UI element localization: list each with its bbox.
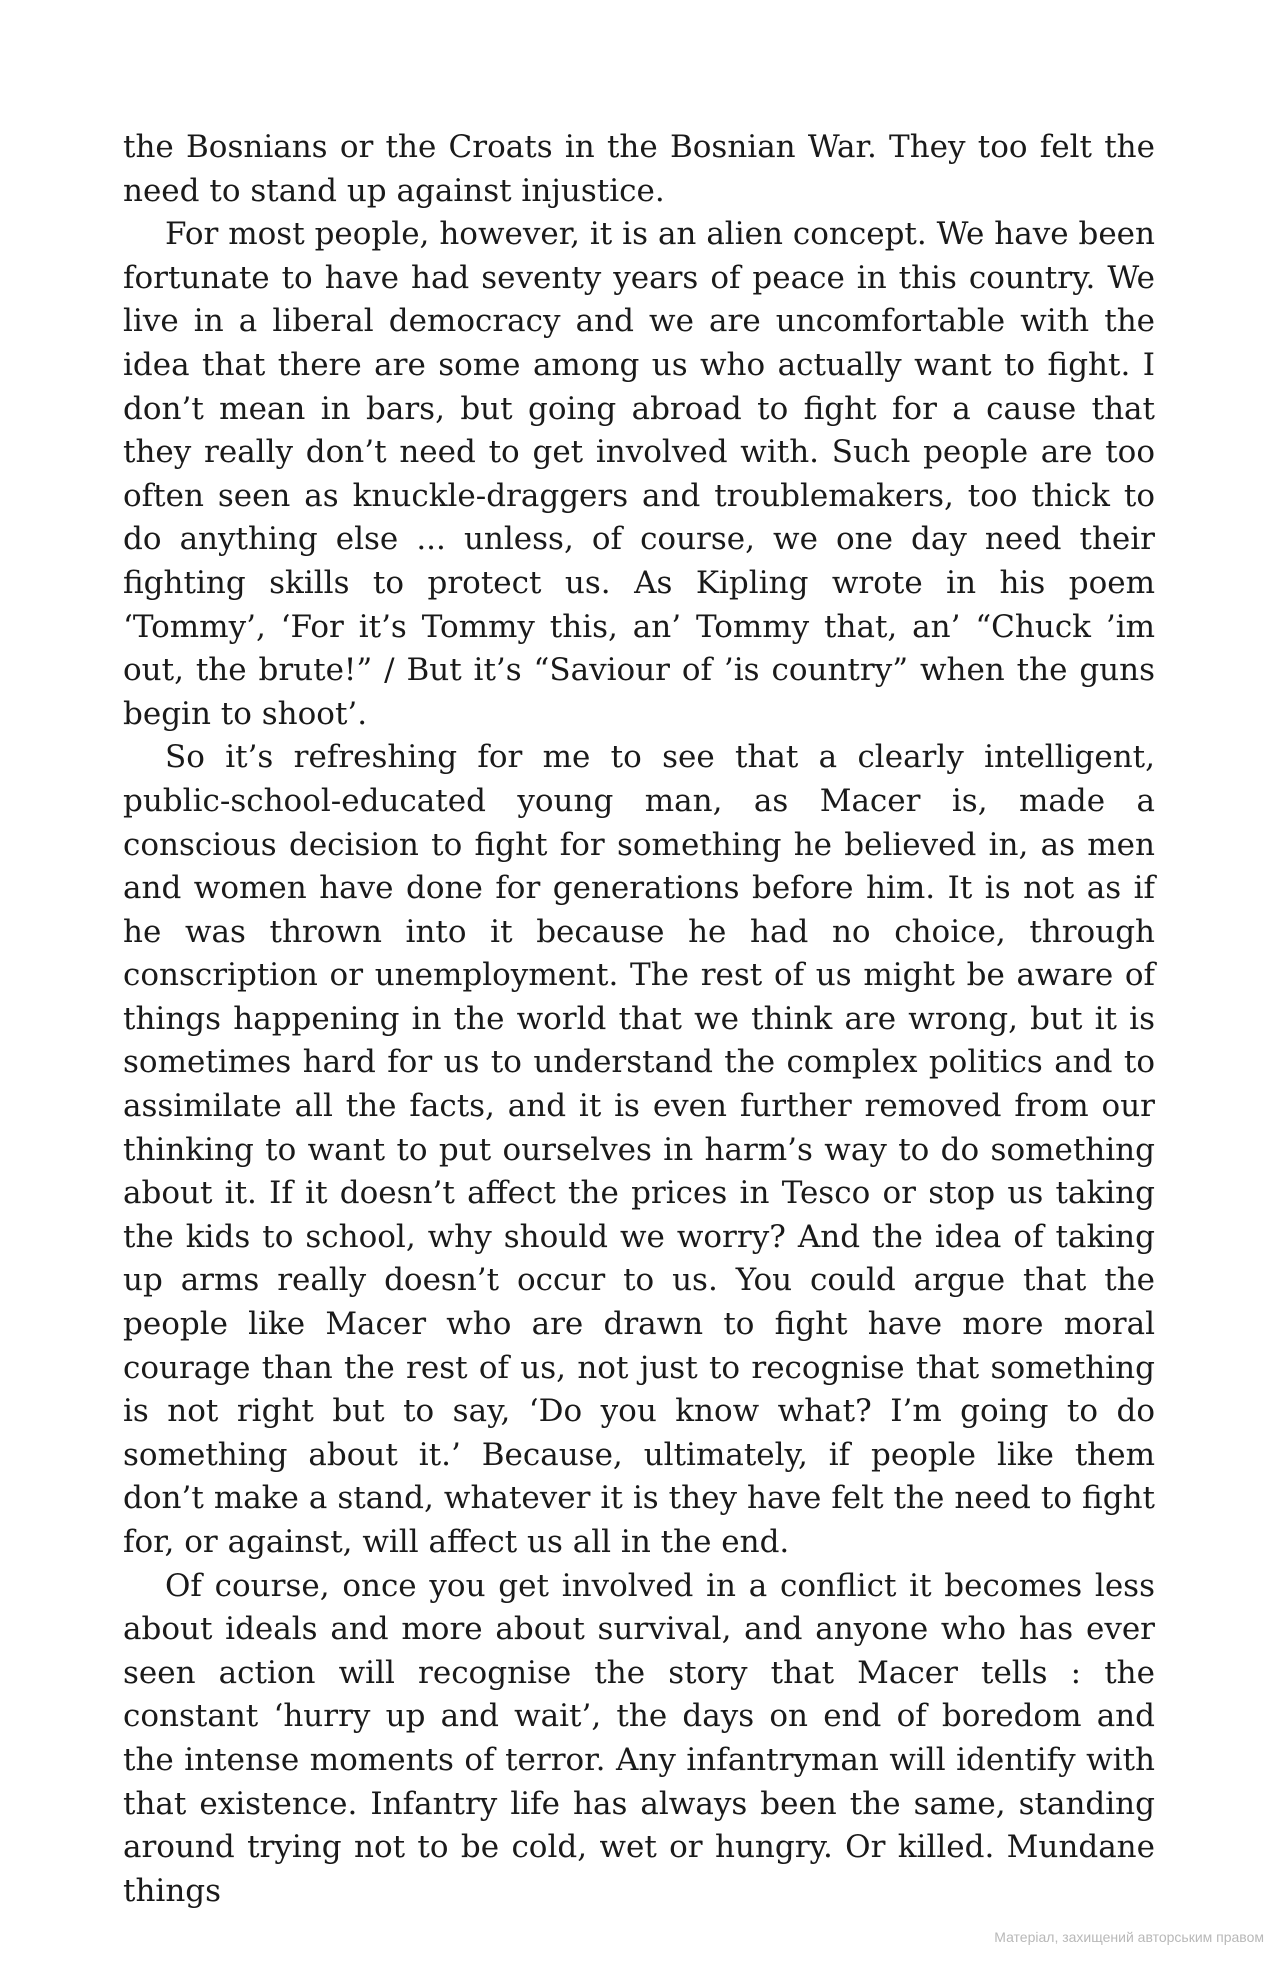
book-page-text (123, 126, 1155, 1913)
paragraph-2: For most people, however, it is an alien concept. We have been fortunate to have had seventy years of peace in this country. We live in a liberal democracy and we are uncomfortable with the idea that there are some among us who actually want to fight. I don’t mean in bars, but going abroad to fight for a cause that they really don’t need to get involved with. Such people are too often seen as knuckle-draggers and troublemakers, too thick to do anything else ... unless, of course, we one day need their fighting skills to protect us. As Kipling wrote in his poem ‘Tommy’, ‘For it’s Tommy this, an’ Tommy that, an’ “Chuck ’im out, the brute!” / But it’s “Saviour of ’is country” when the guns begin to shoot’. (123, 216, 1155, 732)
paragraph-1: the Bosnians or the Croats in the Bosnian War. They too felt the need to stand up against injustice. (123, 129, 1155, 209)
copyright-watermark: Матеріал, захищений авторським правом (994, 1929, 1264, 1945)
paragraph-3: So it’s refreshing for me to see that a clearly intelligent, public-school-educated young man, as Macer is, made a conscious decision to fight for something he believed in, as men and women have done for generations before him. It is not as if he was thrown into it because he had no choice, through conscription or unemployment. The rest of us might be aware of things happening in the world that we think are wrong, but it is sometimes hard for us to understand the complex politics and to assimilate all the facts, and it is even further removed from our thinking to want to put ourselves in harm’s way to do something about it. If it doesn’t affect the prices in Tesco or stop us taking the kids to school, why should we worry? And the idea of taking up arms really doesn’t occur to us. You could argue that the people like Macer who are drawn to fight have more moral courage than the rest of us, not just to recognise that something is not right but to say, ‘Do you know what? I’m going to do something about it.’ Because, ultimately, if people like them don’t make a stand, whatever it is they have felt the need to fight for, or against, will affect us all in the end. (123, 739, 1155, 1560)
paragraph-4: Of course, once you get involved in a conflict it becomes less about ideals and more about survival, and anyone who has ever seen action will recognise the story that Macer tells : the constant ‘hurry up and wait’, the days on end of boredom and the intense moments of terror. Any infantryman will identify with that existence. Infantry life has always been the same, standing around trying not to be cold, wet or hungry. Or killed. Mundane things (123, 1567, 1155, 1909)
